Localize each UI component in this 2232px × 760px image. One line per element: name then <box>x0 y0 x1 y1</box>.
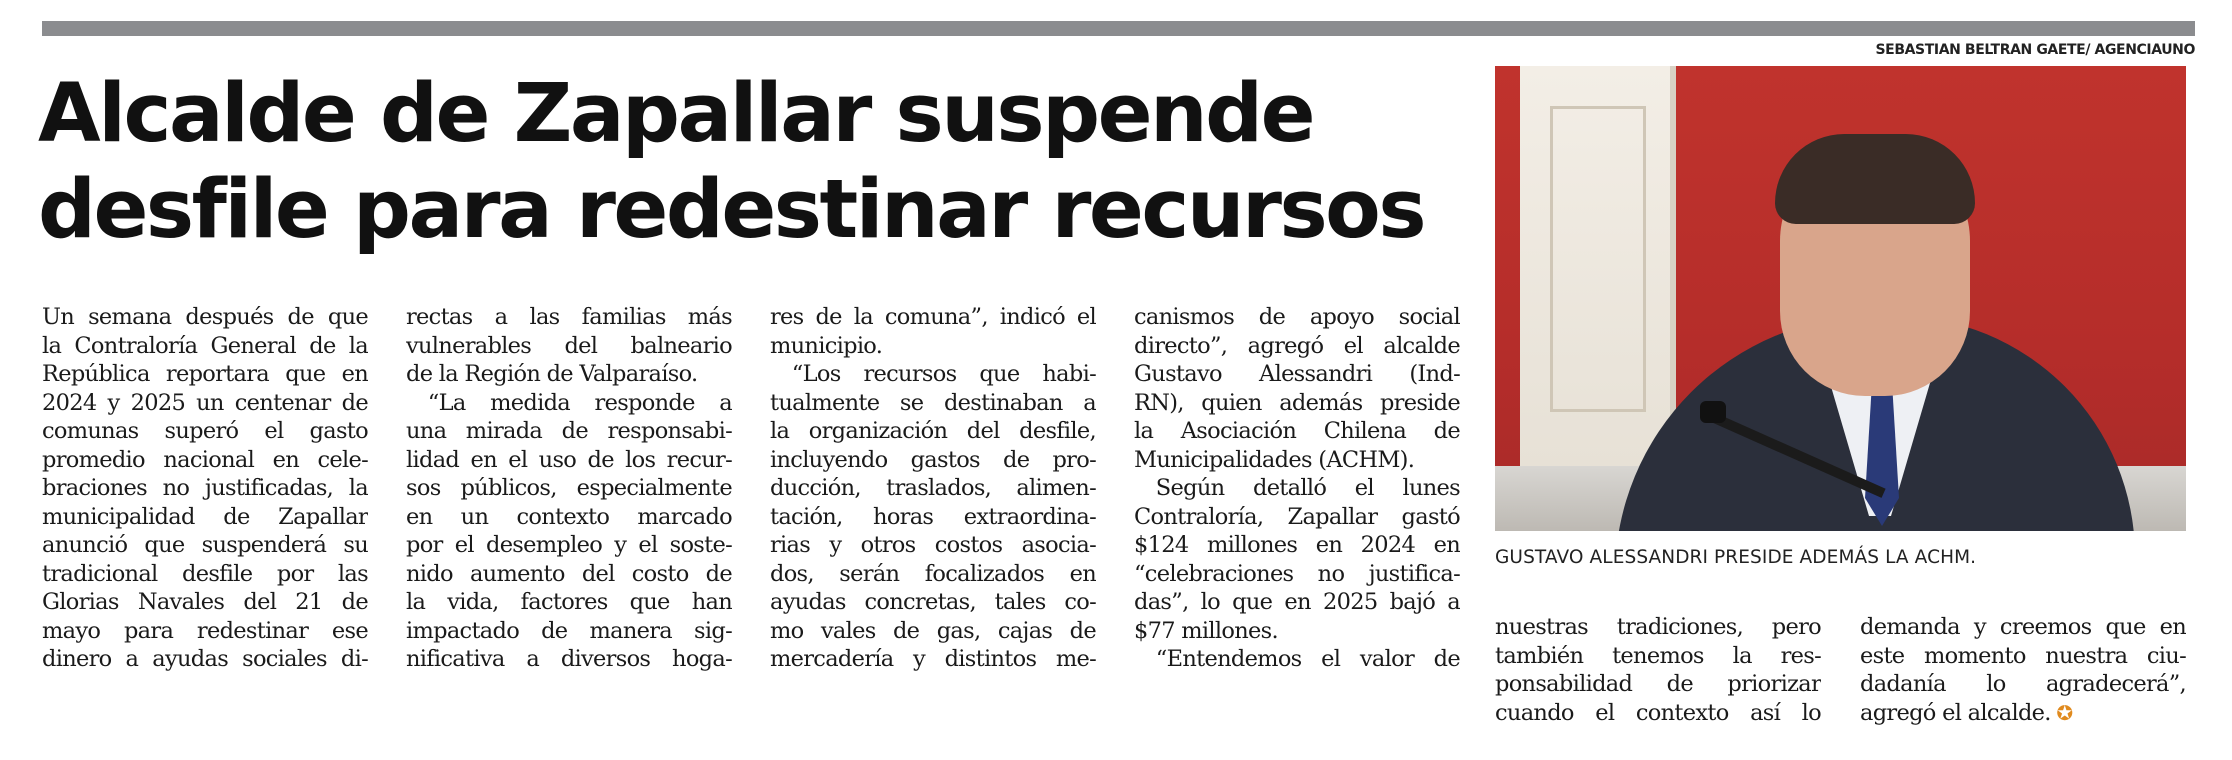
article-line: Un semana después de que <box>42 304 368 330</box>
article-line: rectas a las familias más <box>406 304 732 330</box>
headline-line-2: desfile para redestinar recursos <box>38 163 1425 257</box>
article-line: $77 millones. <box>1134 617 1278 644</box>
article-line: comunas superó el gasto <box>42 418 368 444</box>
article-line: directo”, agregó el alcalde <box>1134 332 1460 359</box>
article-line: cuando el contexto así lo <box>1495 699 1821 726</box>
article-line: Municipalidades (ACHM). <box>1134 446 1415 473</box>
photo-window <box>1520 66 1676 496</box>
article-line: la vida, factores que han <box>406 589 732 615</box>
article-line: la organización del desfile, <box>770 418 1096 444</box>
article-line: das”, lo que en 2025 bajó a <box>1134 589 1460 615</box>
article-line: vulnerables del balneario <box>406 332 732 359</box>
article-line: por el desempleo y el soste- <box>406 532 732 558</box>
article-line: dinero a ayudas sociales di- <box>42 646 368 672</box>
article-line: también tenemos la res- <box>1495 642 1821 669</box>
article-line: mo vales de gas, cajas de <box>770 617 1096 644</box>
article-line: nuestras tradiciones, pero <box>1495 614 1821 640</box>
article-line: “celebraciones no justifica- <box>1134 560 1460 587</box>
end-of-article-icon: ✪ <box>2050 700 2073 725</box>
article-line: braciones no justificadas, la <box>42 475 368 501</box>
headline <box>38 66 1478 258</box>
article-line: dadanía lo agradecerá”, <box>1860 671 2186 697</box>
article-line: demanda y creemos que en <box>1860 614 2186 640</box>
article-line: “La medida responde a <box>406 389 732 416</box>
article-line: municipalidad de Zapallar <box>42 503 368 530</box>
photo-hair <box>1775 134 1975 224</box>
article-line: una mirada de responsabi- <box>406 418 732 444</box>
article-column-5 <box>1495 613 1821 727</box>
article-line: $124 millones en 2024 en <box>1134 532 1460 558</box>
article-line: “Los recursos que habi- <box>770 361 1096 387</box>
article-column-6 <box>1860 613 2186 727</box>
article-line: “Entendemos el valor de <box>1134 646 1460 672</box>
article-line: este momento nuestra ciu- <box>1860 642 2186 669</box>
article-line: agregó el alcalde. ✪ <box>1860 699 2073 726</box>
article-line: la Asociación Chilena de <box>1134 418 1460 444</box>
headline-line-1: Alcalde de Zapallar suspende <box>38 67 1314 161</box>
article-line: Glorias Navales del 21 de <box>42 589 368 615</box>
article-line: mercadería y distintos me- <box>770 646 1096 672</box>
article-line: anunció que suspenderá su <box>42 532 368 558</box>
article-line: rias y otros costos asocia- <box>770 532 1096 558</box>
article-line: ponsabilidad de priorizar <box>1495 671 1821 697</box>
article-line: lidad en el uso de los recur- <box>406 446 732 473</box>
article-line: Según detalló el lunes <box>1134 475 1460 501</box>
article-line: ayudas concretas, tales co- <box>770 589 1096 615</box>
article-line: dos, serán focalizados en <box>770 560 1096 587</box>
article-line: impactado de manera sig- <box>406 617 732 644</box>
article-line: res de la comuna”, indicó el <box>770 304 1096 330</box>
article-line: canismos de apoyo social <box>1134 304 1460 330</box>
article-line: promedio nacional en cele- <box>42 446 368 473</box>
article-line: tación, horas extraordina- <box>770 503 1096 530</box>
article-column-2 <box>406 303 732 674</box>
section-rule <box>42 21 2195 36</box>
article-line: Gustavo Alessandri (Ind- <box>1134 361 1460 387</box>
article-line: la Contraloría General de la <box>42 332 368 359</box>
article-column-4 <box>1134 303 1460 674</box>
article-line: de la Región de Valparaíso. <box>406 361 698 387</box>
article-line: mayo para redestinar ese <box>42 617 368 644</box>
photo-caption: GUSTAVO ALESSANDRI PRESIDE ADEMÁS LA ACHM. <box>1495 547 1977 568</box>
article-line: nificativa a diversos hoga- <box>406 646 732 672</box>
article-line: tualmente se destinaban a <box>770 389 1096 416</box>
article-column-3 <box>770 303 1096 674</box>
article-line: 2024 y 2025 un centenar de <box>42 389 368 416</box>
previous-article-text-strip <box>0 0 2232 10</box>
article-line: tradicional desfile por las <box>42 560 368 587</box>
photo-credit: SEBASTIAN BELTRAN GAETE/ AGENCIAUNO <box>1875 42 2195 58</box>
article-line: nido aumento del costo de <box>406 560 732 587</box>
microphone-head <box>1700 401 1726 423</box>
article-line: incluyendo gastos de pro- <box>770 446 1096 473</box>
article-line: sos públicos, especialmente <box>406 475 732 501</box>
article-line: Contraloría, Zapallar gastó <box>1134 503 1460 530</box>
article-line: RN), quien además preside <box>1134 389 1460 416</box>
article-line: municipio. <box>770 332 883 359</box>
article-line: ducción, traslados, alimen- <box>770 475 1096 501</box>
portrait-photo <box>1495 66 2186 531</box>
article-line: República reportara que en <box>42 361 368 387</box>
article-column-1 <box>42 303 368 674</box>
article-line: en un contexto marcado <box>406 503 732 530</box>
